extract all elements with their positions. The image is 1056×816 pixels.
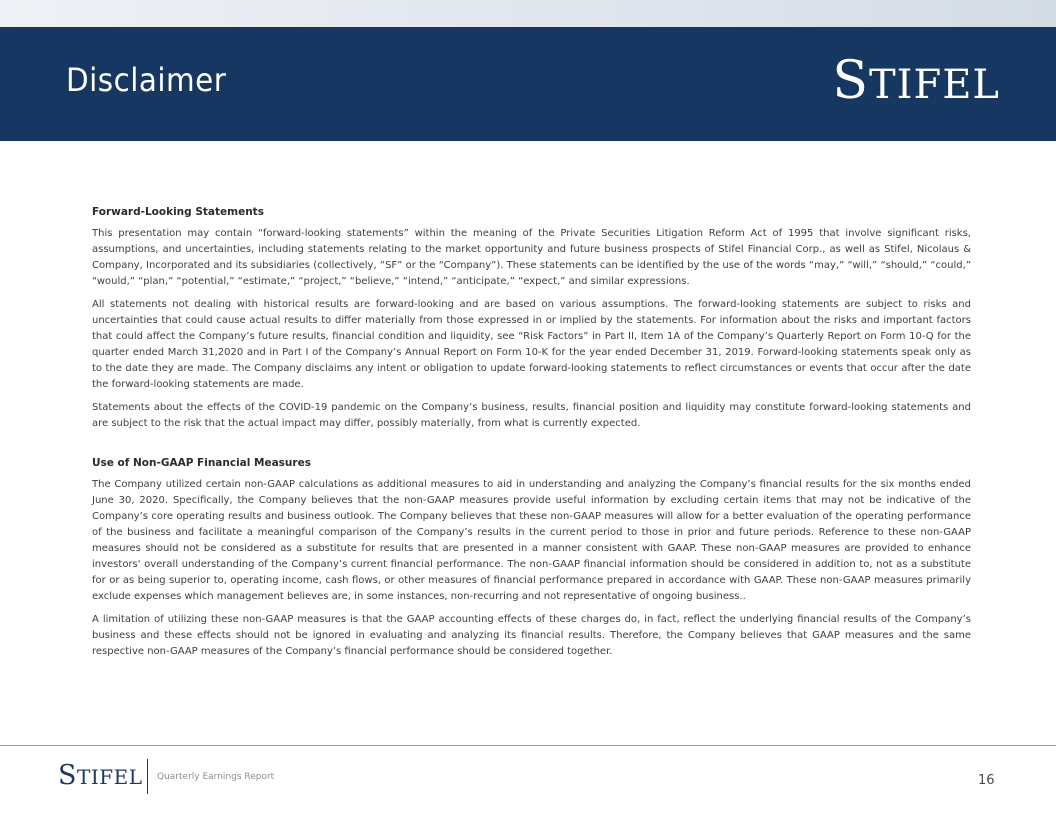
footer-logo-rest: TIFEL <box>77 765 143 789</box>
forward-looking-section <box>92 204 971 432</box>
footer-stifel-logo <box>58 760 143 791</box>
non-gaap-section <box>92 455 971 660</box>
footer-logo-initial: S <box>58 760 77 791</box>
paragraph: The Company utilized certain non-GAAP calculations as additional measures to aid in understanding and analyzing the Company’s financial results for the six months ended June 30, 2020. Specifically, the Company believes that the non-GAAP measures provide useful information by excluding certain items that may not be indicative of the Company’s core operating results and business outlook. The Company believes that these non-GAAP measures will allow for a better evaluation of the operating performance of the business and facilitate a meaningful comparison of the Company’s results in the current period to those in prior and future periods. Reference to these non-GAAP measures should not be considered as a substitute for results that are presented in a manner consistent with GAAP. These non-GAAP measures are provided to enhance investors' overall understanding of the Company’s current financial performance. The non-GAAP financial information should be considered in addition to, not as a substitute for or as being superior to, operating income, cash flows, or other measures of financial performance prepared in accordance with GAAP. These non-GAAP measures primarily exclude expenses which management believes are, in some instances, non-recurring and not representative of ongoing business.. <box>92 479 971 602</box>
footer-vertical-divider <box>147 759 148 794</box>
header-banner <box>0 27 1056 141</box>
section-heading: Forward-Looking Statements <box>92 206 264 218</box>
top-gradient-strip <box>0 0 1056 27</box>
page-title: Disclaimer <box>66 61 227 99</box>
paragraph: Statements about the effects of the COVID-19 pandemic on the Company’s business, results, financial position and liquidity may constitute forward-looking statements and are subject to the risk that the actual impact may differ, possibly materially, from what is currently expected. <box>92 402 971 429</box>
section-heading: Use of Non-GAAP Financial Measures <box>92 457 311 469</box>
paragraph: All statements not dealing with historical results are forward-looking and are based on various assumptions. The forward-looking statements are subject to risks and uncertainties that could cause actual results to differ materially from those expressed in or implied by the statements. For information about the risks and important factors that could affect the Company’s future results, financial condition and liquidity, see “Risk Factors” in Part II, Item 1A of the Company’s Quarterly Report on Form 10-Q for the quarter ended March 31,2020 and in Part I of the Company’s Annual Report on Form 10-K for the year ended December 31, 2019. Forward-looking statements speak only as to the date they are made. The Company disclaims any intent or obligation to update forward-looking statements to reflect circumstances or events that occur after the date the forward-looking statements are made. <box>92 299 971 390</box>
logo-rest: TIFEL <box>869 62 1000 108</box>
paragraph: A limitation of utilizing these non-GAAP measures is that the GAAP accounting effects of these charges do, in fact, reflect the underlying financial results of the Company’s business and these effects should not be ignored in evaluating and analyzing its financial results. Therefore, the Company believes that GAAP measures and the same respective non-GAAP measures of the Company’s financial performance should be considered together. <box>92 614 971 657</box>
footer-divider-line <box>0 745 1056 746</box>
disclaimer-body <box>92 204 971 667</box>
logo-initial: S <box>832 51 869 111</box>
paragraph: This presentation may contain “forward-looking statements” within the meaning of the Private Securities Litigation Reform Act of 1995 that involve significant risks, assumptions, and uncertainties, including statements relating to the market opportunity and future business prospects of Stifel Financial Corp., as well as Stifel, Nicolaus & Company, Incorporated and its subsidiaries (collectively, “SF” or the “Company”). These statements can be identified by the use of the words “may,” “will,” “should,” “could,” “would,” “plan,” “potential,” “estimate,” “project,” “believe,” “intend,” “anticipate,” “expect,” and similar expressions. <box>92 228 971 287</box>
stifel-logo <box>832 51 1000 111</box>
footer-report-label: Quarterly Earnings Report <box>157 772 275 782</box>
page-number: 16 <box>978 773 995 788</box>
